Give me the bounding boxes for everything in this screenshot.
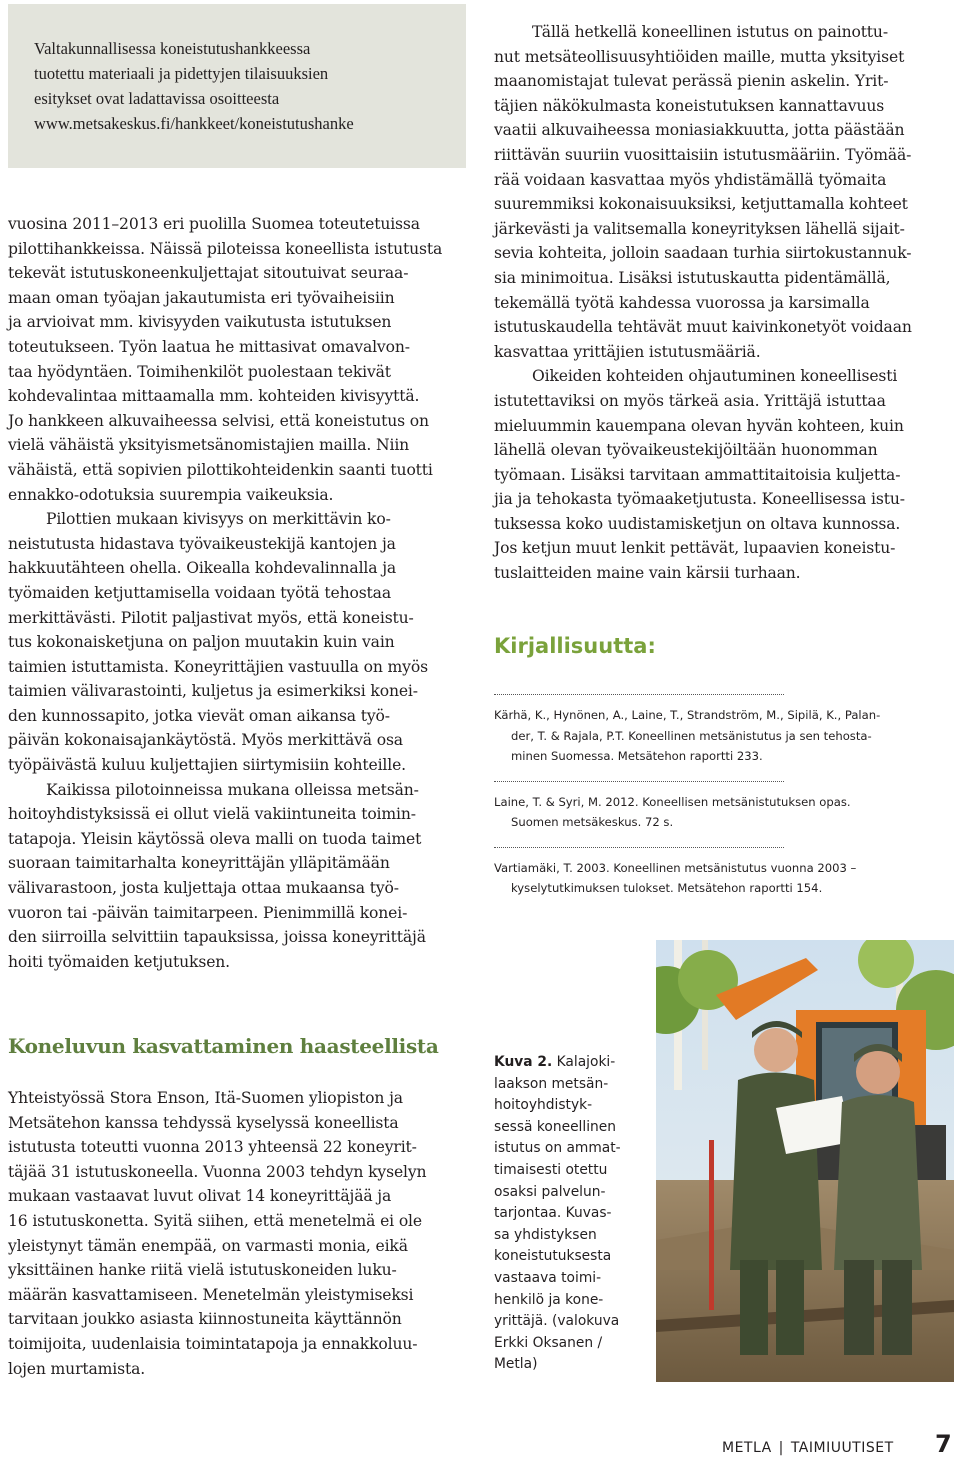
reference-line: Kärhä, K., Hynönen, A., Laine, T., Strandström, M., Sipilä, K., Palan- xyxy=(494,708,881,722)
divider xyxy=(494,833,784,848)
text-line: tatapoja. Yleisin käytössä oleva malli on tuoda taimet xyxy=(8,829,422,848)
caption-line: yrittäjä. (valokuva xyxy=(494,1313,620,1330)
text-line: rää voidaan kasvattaa myös yhdistämällä työmaita xyxy=(494,170,887,189)
text-line: toteutukseen. Työn laatua he mittasivat omavalvon- xyxy=(8,337,410,356)
text-line: työmaiden ketjuttamisella voidaan työtä tehostaa xyxy=(8,583,391,602)
caption-line: koneistutuksesta xyxy=(494,1248,612,1265)
text-line: merkittävästi. Pilotit paljastivat myös, että koneistu- xyxy=(8,608,414,627)
text-line: istutuskaudella tehtävät muut kaivinkonetyöt voidaan xyxy=(494,318,912,337)
text-line: mukaan vastaavat luvut olivat 14 koneyrittäjää ja xyxy=(8,1187,392,1206)
text-line: tekemällä työtä kahdessa vuorossa ja karsimalla xyxy=(494,293,870,312)
caption-line: sa yhdistyksen xyxy=(494,1226,597,1243)
text-line: työmaan. Lisäksi tarvitaan ammattitaitoisia kuljetta- xyxy=(494,465,901,484)
text-line: työpäivästä kuluu kuljettajien siirtymisiin kohteille. xyxy=(8,756,406,775)
left-paragraph-3 xyxy=(8,778,470,975)
text-line: Tällä hetkellä koneellinen istutus on painottu- xyxy=(532,23,888,41)
text-line: välivarastoon, josta kuljettaja ottaa mukaansa työ- xyxy=(8,879,399,898)
info-box-text xyxy=(34,36,454,136)
text-line: tekevät istutuskoneenkuljettajat sitoutuivat seuraa- xyxy=(8,264,409,283)
right-paragraph-2 xyxy=(494,364,956,585)
text-line: ja arvioivat mm. kivisyyden vaikutusta istutuksen xyxy=(8,313,392,332)
text-line: kohdevalintaa mittaamalla mm. kohteiden kivisyyttä. xyxy=(8,387,420,406)
text-line: täjien näkökulmasta koneistutuksen kannattavuus xyxy=(494,96,885,115)
text-line: vuosina 2011–2013 eri puolilla Suomea toteutetuissa xyxy=(8,215,420,233)
caption-line: henkilö ja kone- xyxy=(494,1291,604,1308)
text-line: vähäistä, että sopivien pilottikohteidenkin saanti tuotti xyxy=(8,460,433,479)
left-paragraph-1 xyxy=(8,212,470,507)
text-line: tuslaitteiden maine vain kärsii turhaan. xyxy=(494,564,801,583)
left-column xyxy=(8,212,470,974)
photo-caption xyxy=(494,1052,654,1376)
text-line: vaatii alkuvaiheessa moniasiakkuutta, jotta päästään xyxy=(494,121,905,140)
text-line: Kaikissa pilotoinneissa mukana olleissa metsän- xyxy=(46,780,419,799)
divider xyxy=(494,680,784,695)
text-line: tuksessa koko uudistamisketjun on oltava kunnossa. xyxy=(494,514,901,533)
caption-label: Kuva 2. xyxy=(494,1054,553,1070)
text-line: neistutusta hidastava työvaikeustekijä kantojen ja xyxy=(8,534,396,553)
caption-line: istutus on ammat- xyxy=(494,1140,621,1157)
text-line: määrän kasvattamiseen. Menetelmän yleistymiseksi xyxy=(8,1285,414,1304)
caption-line: laakson metsän- xyxy=(494,1075,609,1092)
text-line: toimijoita, uudenlaisia toimintatapoja ja ennakkoluu- xyxy=(8,1334,418,1353)
footer-separator: | xyxy=(778,1440,784,1456)
text-line: sevia kohteita, jolloin saadaan turhia siirtokustannuk- xyxy=(494,244,912,263)
text-line: jia ja tehokasta työmaaketjutusta. Koneellisessa istu- xyxy=(494,490,905,509)
text-line: nut metsäteollisuusyhtiöiden maille, mutta yksityiset xyxy=(494,47,905,66)
text-line: Yhteistyössä Stora Enson, Itä-Suomen yliopiston ja xyxy=(8,1089,403,1107)
reference-line: Vartiamäki, T. 2003. Koneellinen metsänistutus vuonna 2003 – xyxy=(494,860,857,875)
text-line: yksittäinen hanke riitä vielä istutuskoneiden luku- xyxy=(8,1261,397,1280)
text-line: den siirroilla selvittiin tapauksissa, joissa koneyrittäjä xyxy=(8,928,426,947)
info-box-line: Valtakunnallisessa koneistutushankkeessa xyxy=(34,39,311,58)
text-line: taimien välivarastointi, kuljetus ja esimerkiksi konei- xyxy=(8,682,418,701)
left-paragraph-2 xyxy=(8,507,470,778)
text-line: Pilottien mukaan kivisyys on merkittävin ko- xyxy=(46,510,391,529)
text-line: lähellä olevan työvaikeustekijöiltään huonomman xyxy=(494,441,878,460)
text-line: päivän kokonaisajankäytöstä. Myös merkittävä osa xyxy=(8,731,403,750)
page-number: 7 xyxy=(935,1430,952,1458)
reference-line: Laine, T. & Syri, M. 2012. Koneellisen metsänistutuksen opas. xyxy=(494,794,851,809)
caption-line: hoitoyhdistyk- xyxy=(494,1097,593,1114)
info-box-line: tuotettu materiaali ja pidettyjen tilaisuuksien xyxy=(34,64,329,83)
text-line: suuremmiksi kokonaisuuksiksi, ketjuttamalla kohteet xyxy=(494,195,908,214)
text-line: sia minimoitua. Lisäksi istutuskautta pidentämällä, xyxy=(494,268,891,287)
text-line: taa hyödyntäen. Toimihenkilöt puolestaan tekivät xyxy=(8,362,391,381)
text-line: hoitoyhdistyksissä ei ollut vielä vakiintuneita toimin- xyxy=(8,805,416,824)
caption-line: Kalajoki- xyxy=(552,1054,616,1070)
reference-item xyxy=(494,858,954,899)
reference-item xyxy=(494,705,954,767)
text-line: 16 istutuskonetta. Syitä siihen, että menetelmä ei ole xyxy=(8,1211,422,1230)
section-body xyxy=(8,1086,470,1381)
text-line: hoiti työmaiden ketjutuksen. xyxy=(8,952,230,971)
photo-forest-workers xyxy=(656,940,954,1382)
reference-item xyxy=(494,792,954,833)
text-line: hakkuutähteen ohella. Oikealla kohdevalinnalla ja xyxy=(8,559,397,578)
caption-line: Erkki Oksanen / xyxy=(494,1334,603,1351)
reference-list xyxy=(494,680,954,899)
text-line: vuoron tai -päivän taimitarpeen. Pienimmillä konei- xyxy=(8,903,408,922)
caption-line: tarjontaa. Kuvas- xyxy=(494,1205,612,1222)
section-heading: Koneluvun kasvattaminen haasteellista xyxy=(8,1034,439,1058)
text-line: järkevästi ja valitsemalla koneyrityksen lähellä sijait- xyxy=(494,219,905,238)
text-line: riittävän suuriin vuosittaisiin istutusmääriin. Työmää- xyxy=(494,145,912,164)
reference-line: Suomen metsäkeskus. 72 s. xyxy=(511,815,674,829)
text-line: Jos ketjun muut lenkit pettävät, lupaavien koneistu- xyxy=(494,539,896,558)
text-line: suoraan taimitarhalta koneyrittäjän ylläpitämään xyxy=(8,854,390,873)
reference-line: minen Suomessa. Metsätehon raportti 233. xyxy=(511,749,763,763)
text-line: ennakko-odotuksia suurempia vaikeuksia. xyxy=(8,485,334,504)
right-column xyxy=(494,20,956,586)
caption-line: Metla) xyxy=(494,1356,538,1373)
text-line: maanomistajat tulevat perässä pienin askelin. Yrit- xyxy=(494,72,889,91)
caption-line: osaksi palvelun- xyxy=(494,1183,606,1200)
text-line: taimien istuttamista. Koneyrittäjien vastuulla on myös xyxy=(8,657,428,676)
text-line: tarvitaan joukko asiasta kiinnostuneita käyttännön xyxy=(8,1310,402,1329)
text-line: Jo hankkeen alkuvaiheessa selvisi, että koneistutus on xyxy=(8,411,429,430)
text-line: Metsätehon kanssa tehdyssä kyselyssä koneellista xyxy=(8,1113,399,1132)
text-line: yleistynyt tämän enempää, on varmasti monia, eikä xyxy=(8,1236,408,1255)
divider xyxy=(494,767,784,782)
footer-publication: TAIMIUUTISET xyxy=(790,1440,894,1456)
text-line: mieluummin kauempana olevan hyvän kohteen, kuin xyxy=(494,416,904,435)
literature-heading: Kirjallisuutta: xyxy=(494,634,656,658)
footer-brand: METLA xyxy=(722,1440,772,1456)
text-line: den kunnossapito, jotka vievät oman aikansa työ- xyxy=(8,706,390,725)
text-line: tus kokonaisketjuna on paljon muutakin kuin vain xyxy=(8,633,395,652)
reference-line: kyselytutkimuksen tulokset. Metsätehon raportti 154. xyxy=(511,881,823,895)
text-line: istutusta toteutti vuonna 2013 yhteensä 22 koneyrit- xyxy=(8,1138,417,1157)
text-line: istutettaviksi on myös tärkeä asia. Yrittäjä istuttaa xyxy=(494,391,886,410)
text-line: lojen murtamista. xyxy=(8,1359,146,1378)
caption-line: vastaava toimi- xyxy=(494,1269,602,1286)
right-paragraph-1 xyxy=(494,20,956,364)
reference-line: der, T. & Rajala, P.T. Koneellinen metsänistutus ja sen tehosta- xyxy=(511,728,872,743)
info-box-url: www.metsakeskus.fi/hankkeet/koneistutushanke xyxy=(34,114,354,133)
text-line: täjää 31 istutuskoneella. Vuonna 2003 tehdyn kyselyn xyxy=(8,1162,427,1181)
text-line: Oikeiden kohteiden ohjautuminen koneellisesti xyxy=(532,367,898,386)
caption-line: sessä koneellinen xyxy=(494,1118,617,1135)
text-line: vielä vähäistä yksityismetsänomistajien mailla. Niin xyxy=(8,436,410,455)
footer xyxy=(722,1440,894,1456)
text-line: pilottihankkeissa. Näissä piloteissa koneellista istutusta xyxy=(8,239,443,258)
info-box-line: esitykset ovat ladattavissa osoitteesta xyxy=(34,89,280,108)
caption-line: timaisesti otettu xyxy=(494,1161,608,1178)
text-line: maan oman työajan jakautumista eri työvaiheisiin xyxy=(8,288,395,307)
text-line: kasvattaa yrittäjien istutusmääriä. xyxy=(494,342,761,361)
